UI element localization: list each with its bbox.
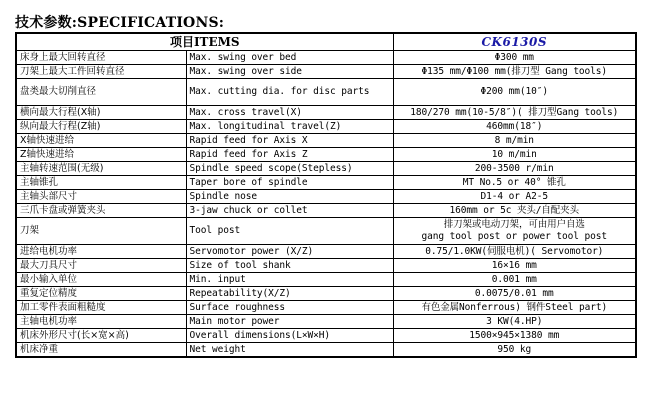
item-chinese: 主轴电机功率	[16, 315, 186, 329]
item-english: 3-jaw chuck or collet	[186, 204, 393, 218]
item-english: Max. swing over bed	[186, 51, 393, 65]
item-value: 0.0075/0.01 mm	[393, 287, 636, 301]
table-row	[16, 134, 636, 148]
item-chinese: 床身上最大回转直径	[16, 51, 186, 65]
item-chinese: 机床外形尺寸(长×宽×高)	[16, 329, 186, 343]
table-row	[16, 106, 636, 120]
item-english: Min. input	[186, 273, 393, 287]
specifications-table	[15, 32, 637, 358]
item-chinese: 三爪卡盘或弹簧夹头	[16, 204, 186, 218]
table-row	[16, 204, 636, 218]
item-english: Net weight	[186, 343, 393, 358]
table-row	[16, 259, 636, 273]
items-header: 项目ITEMS	[16, 33, 393, 51]
table-row	[16, 148, 636, 162]
item-english: Spindle speed scope(Stepless)	[186, 162, 393, 176]
item-english: Max. cutting dia. for disc parts	[186, 79, 393, 106]
item-chinese: 主轴锥孔	[16, 176, 186, 190]
item-chinese: Z轴快速进给	[16, 148, 186, 162]
item-chinese: 主轴转速范围(无级)	[16, 162, 186, 176]
tool-post-value-cn: 排刀架或电动刀架，可由用户自选	[443, 219, 585, 230]
item-chinese: 主轴头部尺寸	[16, 190, 186, 204]
item-english: Tool post	[186, 218, 393, 245]
item-english: Spindle nose	[186, 190, 393, 204]
tool-post-value-en: gang tool post or power tool post	[421, 231, 607, 242]
item-value: 460mm(18″)	[393, 120, 636, 134]
item-chinese: 刀架	[16, 218, 186, 245]
table-row	[16, 245, 636, 259]
table-row	[16, 51, 636, 65]
item-value: 16×16 mm	[393, 259, 636, 273]
item-english: Repeatability(X/Z)	[186, 287, 393, 301]
table-row	[16, 79, 636, 106]
item-english: Main motor power	[186, 315, 393, 329]
item-value: 180/270 mm(10-5/8″)( 排刀型Gang tools)	[393, 106, 636, 120]
item-value	[393, 218, 636, 245]
table-row	[16, 273, 636, 287]
item-value: 有色金属Nonferrous) 钢件Steel part)	[393, 301, 636, 315]
table-row	[16, 287, 636, 301]
item-value: 1500×945×1380 mm	[393, 329, 636, 343]
item-english: Rapid feed for Axis X	[186, 134, 393, 148]
item-value: 950 kg	[393, 343, 636, 358]
item-value: 200-3500 r/min	[393, 162, 636, 176]
item-chinese: 最大刀具尺寸	[16, 259, 186, 273]
item-value: 0.001 mm	[393, 273, 636, 287]
item-chinese: 机床净重	[16, 343, 186, 358]
item-value: Φ135 mm/Φ100 mm(排刀型 Gang tools)	[393, 65, 636, 79]
item-english: Max. swing over side	[186, 65, 393, 79]
table-row	[16, 176, 636, 190]
table-row	[16, 218, 636, 245]
item-english: Size of tool shank	[186, 259, 393, 273]
item-value: D1-4 or A2-5	[393, 190, 636, 204]
item-value: 10 m/min	[393, 148, 636, 162]
table-header-row	[16, 33, 636, 51]
item-english: Taper bore of spindle	[186, 176, 393, 190]
item-chinese: 刀架上最大工件回转直径	[16, 65, 186, 79]
item-value: 160mm or 5c 夹头/自配夹头	[393, 204, 636, 218]
item-chinese: X轴快速进给	[16, 134, 186, 148]
item-chinese: 纵向最大行程(Z轴)	[16, 120, 186, 134]
item-value: Φ300 mm	[393, 51, 636, 65]
table-row	[16, 120, 636, 134]
item-english: Overall dimensions(L×W×H)	[186, 329, 393, 343]
item-english: Max. longitudinal travel(Z)	[186, 120, 393, 134]
table-row	[16, 315, 636, 329]
item-value: 0.75/1.0KW(伺服电机)( Servomotor)	[393, 245, 636, 259]
item-chinese: 进给电机功率	[16, 245, 186, 259]
item-chinese: 横向最大行程(X轴)	[16, 106, 186, 120]
model-header: CK6130S	[393, 33, 636, 51]
table-row	[16, 329, 636, 343]
item-value: 3 KW(4.HP)	[393, 315, 636, 329]
item-chinese: 盘类最大切削直径	[16, 79, 186, 106]
item-value: 8 m/min	[393, 134, 636, 148]
item-english: Surface roughness	[186, 301, 393, 315]
item-value: Φ200 mm(10″)	[393, 79, 636, 106]
table-row	[16, 190, 636, 204]
item-chinese: 加工零件表面粗糙度	[16, 301, 186, 315]
table-row	[16, 65, 636, 79]
item-chinese: 最小输入单位	[16, 273, 186, 287]
item-chinese: 重复定位精度	[16, 287, 186, 301]
specifications-heading: 技术参数:SPECIFICATIONS:	[15, 15, 225, 31]
item-english: Servomotor power (X/Z)	[186, 245, 393, 259]
item-english: Rapid feed for Axis Z	[186, 148, 393, 162]
table-row	[16, 162, 636, 176]
item-value: MT No.5 or 40° 锥孔	[393, 176, 636, 190]
table-row	[16, 301, 636, 315]
item-english: Max. cross travel(X)	[186, 106, 393, 120]
table-row	[16, 343, 636, 358]
